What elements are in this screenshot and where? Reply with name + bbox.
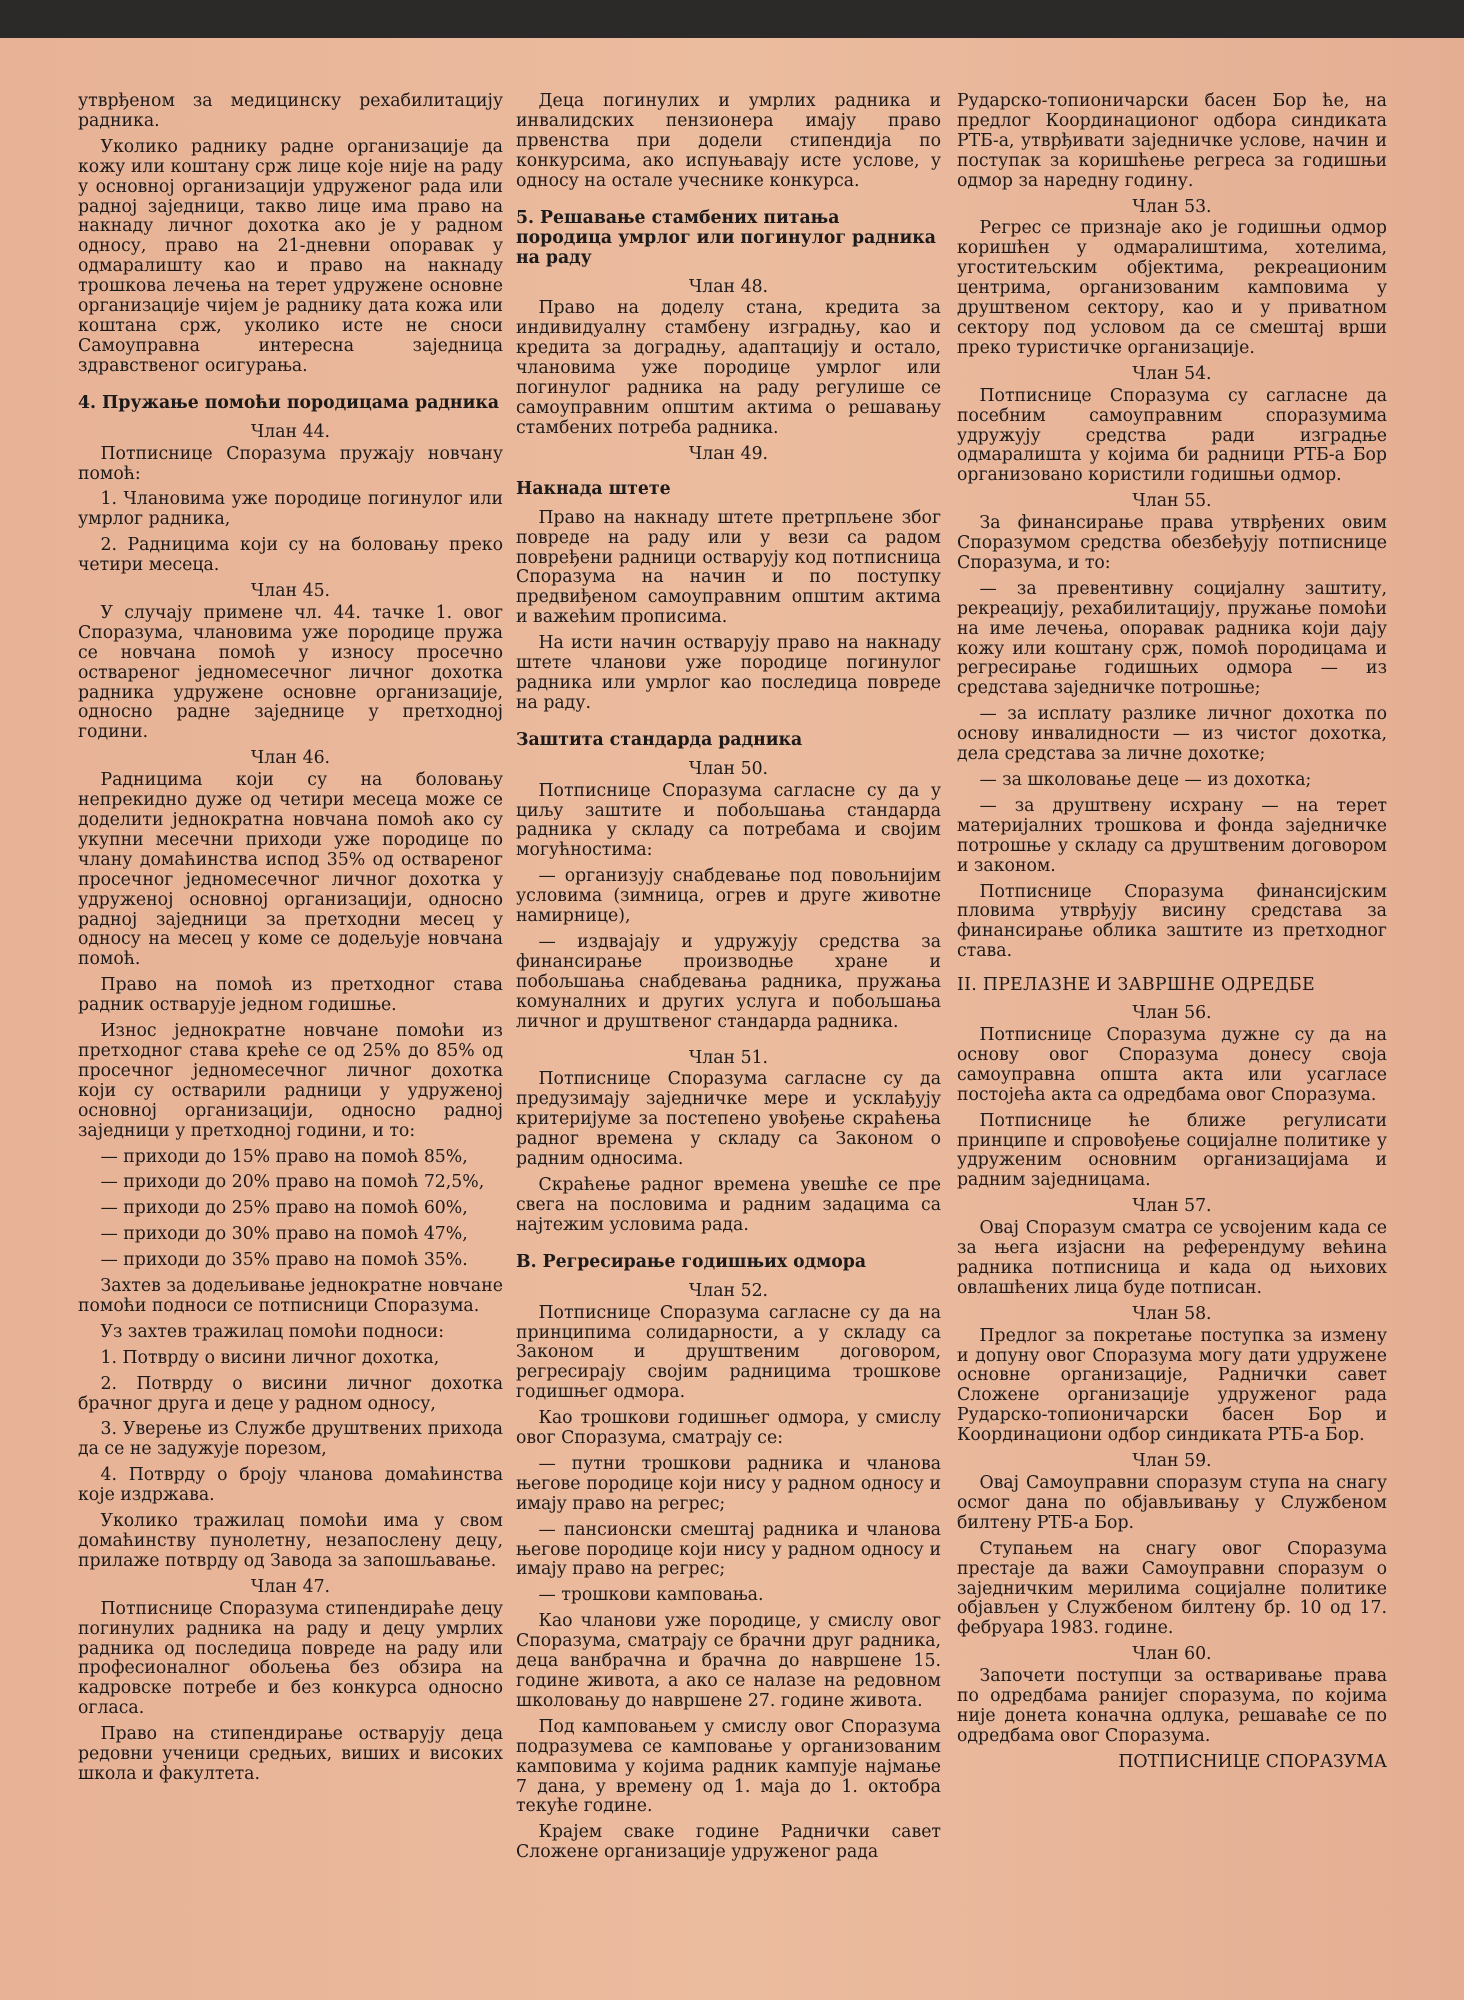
section-heading: В. Регресирање годишњих одмора — [516, 1251, 867, 1272]
column-3 — [957, 92, 1387, 1773]
list-item: — приходи до 15% право на помоћ 85%, — [100, 1146, 468, 1167]
paragraph: Потписнице Споразума пружају новчану помоћ: — [78, 443, 503, 484]
list-item: 4. Потврду о броју чланова домаћинства које издржава. — [78, 1465, 503, 1506]
list-item: — приходи до 20% право на помоћ 72,5%, — [100, 1172, 485, 1193]
paragraph: Потписнице Споразума сагласне су да на принципима солидарности, а у складу са Законом и друштвеним договором, регресирају својим радницима трошкове годишњег одмора. — [516, 1302, 941, 1403]
paragraph: У случају примене чл. 44. тачке 1. овог Споразума, члановима уже породице пружа се новчана помоћ у износу просечно оствареног једномесечног личног дохотка радника удружене основне организације, односно радне заједнице у претходној години. — [78, 602, 503, 743]
list-item: — приходи до 25% право на помоћ 60%, — [100, 1198, 468, 1219]
paragraph: Износ једнократне новчане помоћи из претходног става креће се од 25% до 85% од просечног једномесечног личног дохотка који су остварили радници у удруженој основној организацији, односно радној заједници у претходној години, и то: — [78, 1021, 503, 1141]
article-heading: Члан 56. — [1132, 1003, 1212, 1024]
article-heading: Члан 46. — [250, 748, 331, 769]
paragraph: Регрес се признаје ако је годишњи одмор коришћен у одмаралиштима, хотелима, угоститељским објектима, рекреационим центрима, организованим камповима у друштвеном сектору, као и у приватном сектору под условом да се смештај врши преко туристичке организације. — [957, 218, 1387, 358]
column-2 — [516, 92, 941, 1869]
article-heading: Члан 53. — [1132, 196, 1212, 217]
paragraph: Под камповањем у смислу овог Споразума подразумева се камповање у организованим камповима у којима радник кампује најмање 7 дана, у времену од 1. маја до 1. октобра текуће године. — [516, 1716, 941, 1817]
paragraph: Ступањем на снагу овог Споразума престаје да важи Самоуправни споразум о заједничким мерилима социјалне политике објављен у Службеном билтену бр. 10 од 17. фебруара 1983. године. — [957, 1538, 1387, 1639]
article-heading: Члан 44. — [250, 421, 331, 442]
signature-line — [957, 1753, 1387, 1773]
paragraph: Потписнице Споразума стипендираће децу погинулих радника на раду и децу умрлих радника од последица повреде на раду или професионалног обољења без обзира на кадровске потребе и без конкурса односно огласа. — [78, 1598, 503, 1719]
paragraph: Право на накнаду штете претрпљене због повреде на раду или у вези са радом повређени радници остварују код потписница Споразума на начин и по поступку предвиђеном самоуправним општим актима и важећим прописима. — [516, 507, 941, 628]
paragraph: Захтев за додељивање једнократне новчане помоћи подноси се потписници Споразума. — [78, 1276, 503, 1316]
article-heading: Члан 51. — [688, 1047, 769, 1068]
paragraph: Овај Споразум сматра се усвојеним када се за њега изјасни на референдуму већина радника потписница и када од њихових овлашћених лица буде потписан. — [957, 1218, 1387, 1298]
list-item: 2. Потврду о висини личног дохотка брачног друга и деце у радном односу, — [78, 1373, 503, 1414]
article-heading: Члан 50. — [688, 758, 769, 779]
list-item: — организују снабдевање под повољнијим условима (зимница, огрев и друге животне намирнице), — [516, 866, 941, 927]
list-item: 1. Потврду о висини личног дохотка, — [100, 1347, 440, 1368]
paragraph: Потписнице Споразума финансијским пловима утврђују висину средстава за финансирање облика заштите из претходног става. — [957, 881, 1387, 962]
paragraph: Право на доделу стана, кредита за индивидуалну стамбену изградњу, као и кредита за доградњу, адаптацију и остало, члановима уже породице умрлог или погинулог радника на раду регулише се самоуправним општим актима о решавању стамбених потреба радника. — [516, 298, 941, 438]
paragraph: Потписнице Споразума сагласне су да предузимају заједничке мере и усклађују критеријуме за постепено увођење скраћења радног времена у складу са Законом о радним односима. — [516, 1069, 941, 1170]
paragraph: утврђеном за медицинску рехабилитацију радника. — [78, 91, 503, 131]
paragraph: Овај Самоуправни споразум ступа на снагу осмог дана по објављивању у Службеном билтену РТБ-а Бор. — [957, 1473, 1387, 1533]
article-heading: Члан 48. — [688, 276, 769, 297]
section-heading: 5. Решавање стамбених питања породица умрлог или погинулог радника на раду — [516, 207, 936, 268]
list-item: — за друштвену исхрану — на терет материјалних трошкова и фонда заједничке потрошње у складу са друштвеним договором и законом. — [957, 795, 1387, 876]
column-1 — [78, 92, 503, 1791]
paragraph: Право на помоћ из претходног става радник остварује једном годишње. — [78, 975, 503, 1016]
list-item: 1. Члановима уже породице погинулог или умрлог радника, — [78, 489, 503, 530]
list-item: 3. Уверење из Службе друштвених прихода да се не задужује порезом, — [78, 1419, 503, 1460]
article-heading: Члан 60. — [1132, 1644, 1212, 1665]
list-item: — за школовање деце — из дохотка; — [979, 770, 1312, 790]
paragraph: Радницима који су на боловању непрекидно дуже од четири месеца може се доделити једнократна новчана помоћ ако су укупни месечни приходи уже породице по члану домаћинства испод 35% од оствареног просечног једномесечног личног дохотка у удруженој основној организацији, односно радној заједници за претходни месец у односу на месец у коме се додељује новчана помоћ. — [78, 770, 503, 970]
paragraph: Потписнице Споразума дужне су да на основу овог Споразума донесу своја самоуправна општа акта или усагласе постојећа акта са одредбама овог Споразума. — [957, 1024, 1387, 1105]
article-heading: Члан 47. — [250, 1576, 331, 1597]
list-item: — приходи до 35% право на помоћ 35%. — [100, 1250, 468, 1271]
article-heading: Члан 45. — [250, 581, 331, 602]
paragraph: На исти начин остварују право на накнаду штете чланови уже породице погинулог радника или умрлог као последица повреде на раду. — [516, 633, 941, 713]
paragraph: Уколико раднику радне организације да кожу или коштану срж лице које није на раду у основној организацији удруженог рада или радној заједници, такво лице има право на накнаду личног дохотка ако је у радном односу, право на 21-дневни опоравак у одмаралишту као и право на накнаду трошкова лечења на терет удружене основне организације чијем је раднику дата кожа или коштана срж, уколико исте не сноси Самоуправна интересна заједница здравственог осигурања. — [78, 136, 503, 376]
document-page — [0, 38, 1464, 2000]
article-heading: Члан 57. — [1132, 1196, 1212, 1217]
paragraph: Потписнице Споразума су сагласне да посебним самоуправним споразумима удружују средства ради изградње одмаралишта у којима би радници РТБ-а Бор организовано користили годишњи одмор. — [957, 385, 1387, 486]
article-heading: Члан 52. — [688, 1280, 769, 1301]
paragraph: Деца погинулих и умрлих радника и инвалидских пензионера имају право првенства при додели стипендија по конкурсима, ако испуњавају исте услове, у односу на остале учеснике конкурса. — [516, 91, 941, 191]
list-item: — за исплату разлике личног дохотка по основу инвалидности — из чистог дохотка, дела средстава за личне дохотке; — [957, 704, 1387, 765]
list-item: — издвајају и удружују средства за финансирање производње хране и побољшања снабдевања радника, пружања комуналних и других услуга и побољшања личног и друштвеног стандарда радника. — [516, 932, 941, 1032]
article-heading: Члан 59. — [1132, 1451, 1212, 1472]
paragraph: Као чланови уже породице, у смислу овог Споразума, сматрају се брачни друг радника, деца ванбрачна и брачна до навршене 15. године живота, а ако се налазе на редовном школовању до навршене 27. године живота. — [516, 1611, 941, 1711]
paragraph: Уз захтев тражилац помоћи подноси: — [100, 1321, 445, 1342]
paragraph: Започети поступци за остваривање права по одредбама ранијег споразума, по којима није донета коначна одлука, решаваће се по одредбама овог Споразума. — [957, 1666, 1387, 1746]
paragraph: Крајем сваке године Раднички савет Сложене организације удруженог рада — [516, 1822, 941, 1863]
paragraph: Као трошкови годишњег одмора, у смислу овог Споразума, сматрају се: — [516, 1408, 941, 1449]
paragraph: Предлог за покретање поступка за измену и допуну овог Споразума могу дати удружене основне организације, Раднички савет Сложене организације удруженог рада Рударско-топионичарски басен Бор и Координациони одбор синдиката РТБ-а Бор. — [957, 1325, 1387, 1446]
article-heading: Члан 49. — [688, 443, 769, 464]
list-item: — за превентивну социјалну заштиту, рекреацију, рехабилитацију, пружање помоћи на име лечења, опоравак радника који дају кожу или коштану срж, помоћ породицама и регресирање годишњих одмора — из средстава заједничке потрошње; — [957, 578, 1387, 699]
article-heading: Члан 55. — [1132, 491, 1212, 512]
article-heading: Члан 54. — [1132, 363, 1212, 384]
section-heading: 4. Пружање помоћи породицама радника — [78, 392, 500, 413]
paragraph: За финансирање права утврђених овим Споразумом средства обезбеђују потписнице Споразума, и то: — [957, 513, 1387, 573]
article-heading: Члан 58. — [1132, 1303, 1212, 1324]
paragraph: Рударско-топионичарски басен Бор ће, на предлог Координационог одбора синдиката РТБ-а, утврђивати заједничке услове, начин и поступак за коришћење регреса за годишњи одмор за наредну годину. — [957, 91, 1387, 191]
list-item: — путни трошкови радника и чланова његове породице који нису у радном односу и имају право на регрес; — [516, 1453, 941, 1514]
list-item: — приходи до 30% право на помоћ 47%, — [100, 1224, 468, 1245]
paragraph: Потписнице ће ближе регулисати принципе и спровођење социјалне политике у удруженим основним организацијама и радним заједницама. — [957, 1110, 1387, 1191]
list-item: — трошкови камповања. — [538, 1585, 764, 1606]
section-heading: II. ПРЕЛАЗНЕ И ЗАВРШНЕ ОДРЕДБЕ — [957, 975, 1315, 996]
paragraph: Право на стипендирање остварују деца редовни ученици средњих, виших и високих школа и факултета. — [78, 1724, 503, 1784]
section-heading: Накнада штете — [516, 478, 671, 499]
section-heading: Заштита стандарда радника — [516, 729, 803, 750]
list-item: — пансионски смештај радника и чланова његове породице који нису у радном односу и имају право на регрес; — [516, 1519, 941, 1580]
paragraph: Уколико тражилац помоћи има у свом домаћинству пунолетну, незапослену децу, прилаже потврду од Завода за запошљавање. — [78, 1511, 503, 1571]
paragraph: Скраћење радног времена увешће се пре свега на пословима и радним задацима са најтежим условима рада. — [516, 1174, 941, 1235]
paragraph: Потписнице Споразума сагласне су да у циљу заштите и побољшања стандарда радника у складу са потребама и својим могућностима: — [516, 780, 941, 861]
list-item: 2. Радницима који су на боловању преко четири месеца. — [78, 535, 503, 576]
signature-text: ПОТПИСНИЦЕ СПОРАЗУМА — [1118, 1751, 1387, 1772]
